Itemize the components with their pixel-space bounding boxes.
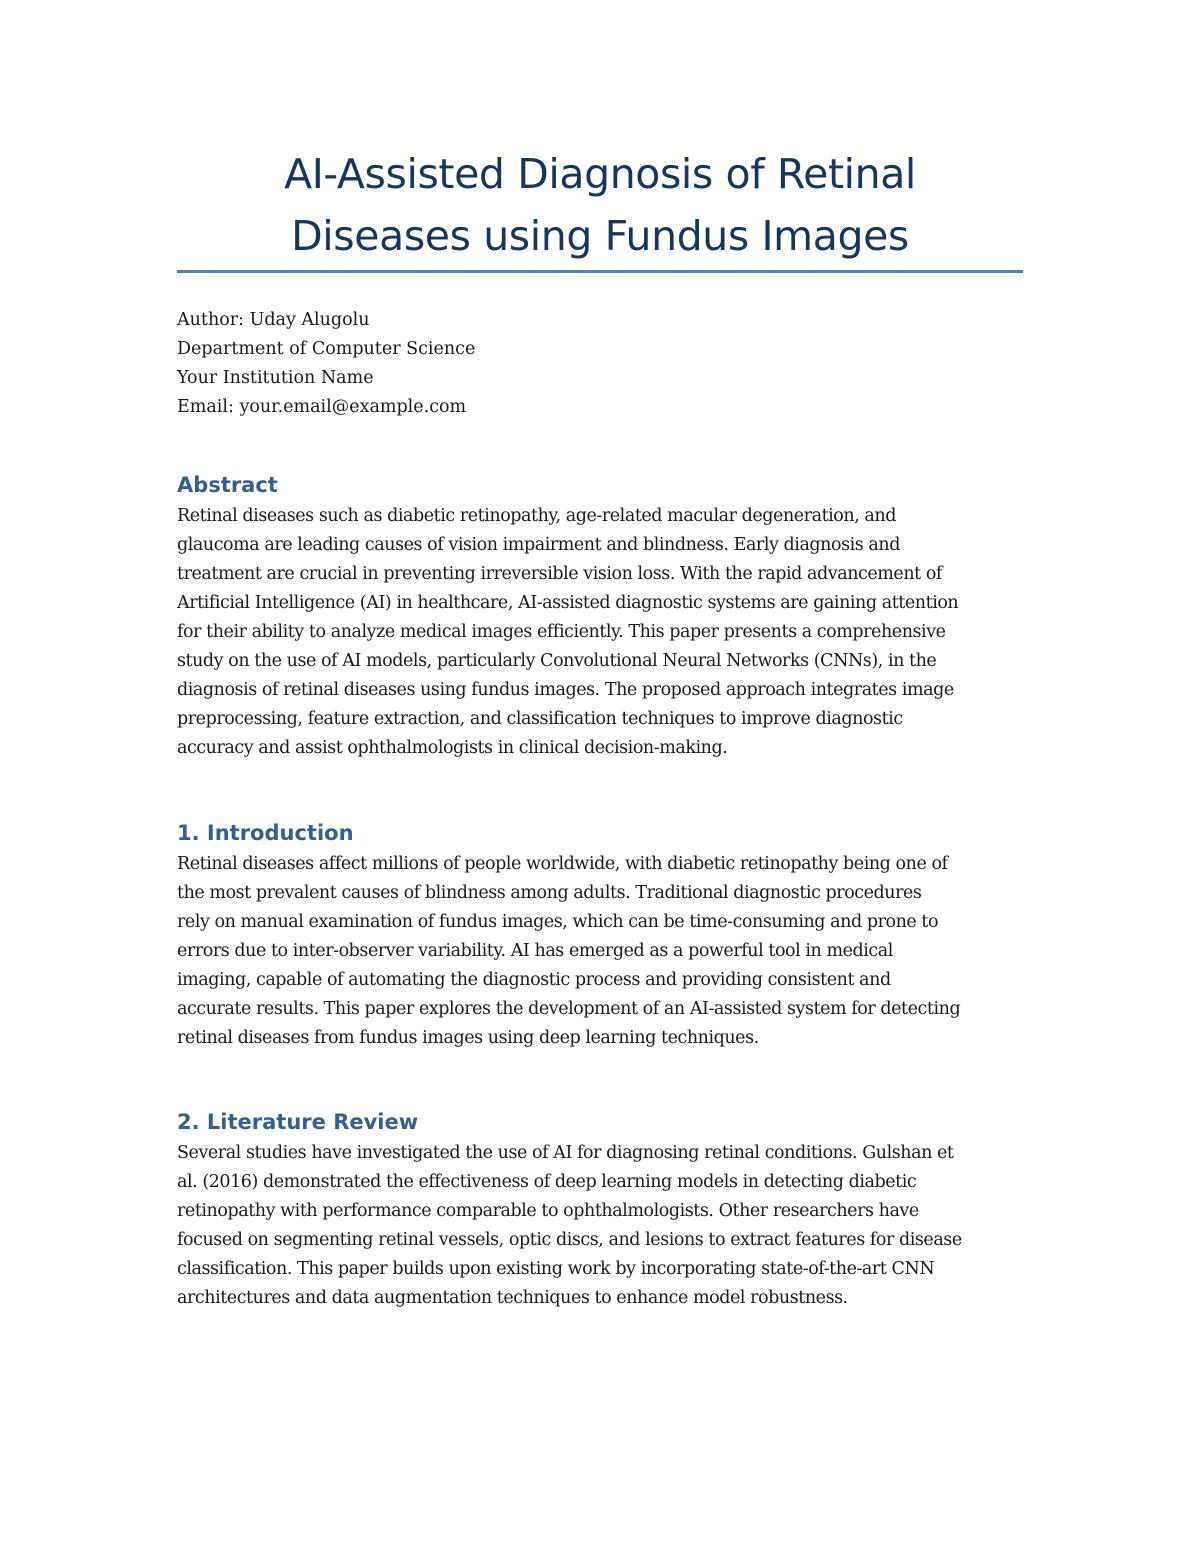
literature-review-paragraph bbox=[177, 1139, 1023, 1313]
text-line: Several studies have investigated the use of AI for diagnosing retinal conditions. Gulshan et bbox=[177, 1143, 954, 1163]
author-name: Author: Uday Alugolu bbox=[177, 310, 370, 330]
title-line-1: AI-Assisted Diagnosis of Retinal bbox=[284, 150, 916, 198]
text-line: diagnosis of retinal diseases using fundus images. The proposed approach integrates image bbox=[177, 680, 954, 700]
author-institution: Your Institution Name bbox=[177, 368, 374, 388]
text-line: Retinal diseases such as diabetic retinopathy, age-related macular degeneration, and bbox=[177, 506, 896, 526]
text-line: retinopathy with performance comparable to ophthalmologists. Other researchers have bbox=[177, 1201, 919, 1221]
text-line: study on the use of AI models, particularly Convolutional Neural Networks (CNNs), in the bbox=[177, 651, 937, 671]
title-line-2: Diseases using Fundus Images bbox=[291, 212, 909, 260]
text-line: retinal diseases from fundus images using deep learning techniques. bbox=[177, 1028, 759, 1048]
text-line: focused on segmenting retinal vessels, optic discs, and lesions to extract features for disease bbox=[177, 1230, 962, 1250]
text-line: the most prevalent causes of blindness among adults. Traditional diagnostic procedures bbox=[177, 883, 922, 903]
text-line: errors due to inter-observer variability. AI has emerged as a powerful tool in medical bbox=[177, 941, 893, 961]
introduction-paragraph bbox=[177, 850, 1023, 1053]
abstract-section bbox=[177, 470, 1023, 763]
text-line: glaucoma are leading causes of vision impairment and blindness. Early diagnosis and bbox=[177, 535, 900, 555]
text-line: treatment are crucial in preventing irreversible vision loss. With the rapid advancement of bbox=[177, 564, 942, 584]
introduction-heading: 1. Introduction bbox=[177, 821, 354, 845]
abstract-heading: Abstract bbox=[177, 473, 278, 497]
text-line: accuracy and assist ophthalmologists in clinical decision-making. bbox=[177, 738, 728, 758]
introduction-section bbox=[177, 818, 1023, 1053]
text-line: architectures and data augmentation techniques to enhance model robustness. bbox=[177, 1288, 848, 1308]
text-line: Retinal diseases affect millions of people worldwide, with diabetic retinopathy being one of bbox=[177, 854, 948, 874]
abstract-paragraph bbox=[177, 502, 1023, 763]
literature-review-section bbox=[177, 1107, 1023, 1313]
author-department: Department of Computer Science bbox=[177, 339, 476, 359]
text-line: preprocessing, feature extraction, and classification techniques to improve diagnostic bbox=[177, 709, 903, 729]
title-underline-divider bbox=[177, 270, 1023, 273]
author-info bbox=[177, 306, 1023, 422]
text-line: al. (2016) demonstrated the effectiveness of deep learning models in detecting diabetic bbox=[177, 1172, 917, 1192]
text-line: rely on manual examination of fundus images, which can be time-consuming and prone to bbox=[177, 912, 939, 932]
paper-title bbox=[177, 143, 1023, 267]
text-line: for their ability to analyze medical images efficiently. This paper presents a comprehensive bbox=[177, 622, 946, 642]
literature-review-heading: 2. Literature Review bbox=[177, 1110, 419, 1134]
text-line: classification. This paper builds upon existing work by incorporating state-of-the-art CNN bbox=[177, 1259, 935, 1279]
text-line: accurate results. This paper explores the development of an AI-assisted system for detecting bbox=[177, 999, 961, 1019]
author-email: Email: your.email@example.com bbox=[177, 397, 467, 417]
text-line: imaging, capable of automating the diagnostic process and providing consistent and bbox=[177, 970, 891, 990]
text-line: Artificial Intelligence (AI) in healthcare, AI-assisted diagnostic systems are gaining attention bbox=[177, 593, 959, 613]
